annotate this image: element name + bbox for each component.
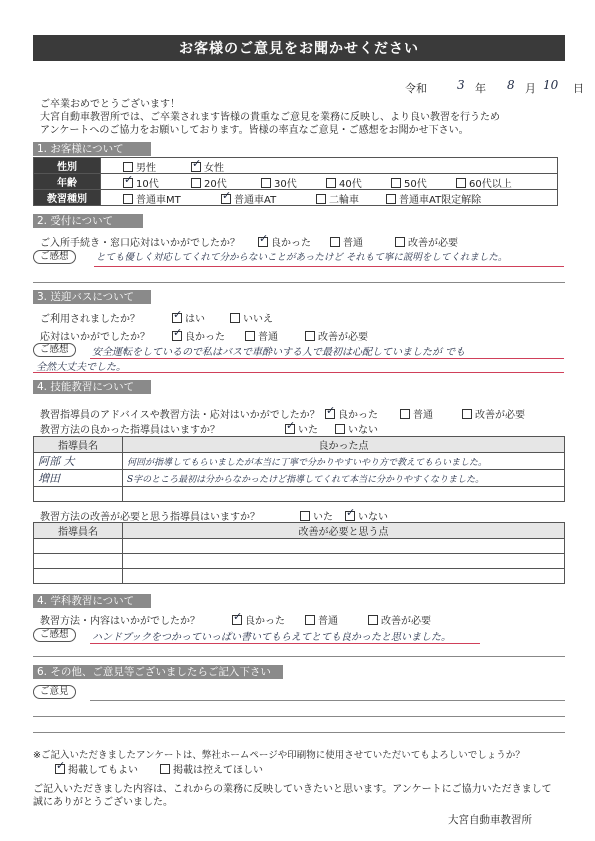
option-age-40[interactable] xyxy=(326,175,362,190)
empty-cell[interactable] xyxy=(123,539,565,554)
checkbox-icon[interactable] xyxy=(326,178,336,188)
s3-q1-yes[interactable] xyxy=(172,310,205,325)
checkbox-icon[interactable] xyxy=(261,178,271,188)
col-good-points: 良かった点 xyxy=(123,437,565,453)
age-60-label: 60代以上 xyxy=(469,179,512,190)
empty-cell[interactable] xyxy=(123,487,565,502)
s2-opt-good[interactable] xyxy=(258,234,311,249)
s3-q1-no-label: いいえ xyxy=(243,314,273,325)
section-2-heading: 2. 受付について xyxy=(33,214,143,228)
s3-q2-normal-label: 普通 xyxy=(258,332,278,343)
s5-underline xyxy=(90,643,480,644)
s4-q1: 教習指導員のアドバイスや教習方法・応対はいかがでしたか？ xyxy=(40,410,320,421)
table-row xyxy=(34,487,565,502)
s4-q1-improve[interactable] xyxy=(462,406,525,421)
option-at[interactable] xyxy=(221,191,276,206)
age-10-label: 10代 xyxy=(136,179,159,190)
section-1-heading: 1. お客様について xyxy=(33,142,151,156)
consent-yes[interactable] xyxy=(55,761,138,776)
table-row xyxy=(34,470,565,487)
s2-comment-tag: ご感想 xyxy=(33,250,76,264)
checkbox-icon[interactable] xyxy=(191,178,201,188)
age-40-label: 40代 xyxy=(339,179,362,190)
s4-q3-yes[interactable] xyxy=(300,508,333,523)
s2-underline xyxy=(94,266,564,267)
checkbox-icon[interactable] xyxy=(330,237,340,247)
option-male[interactable] xyxy=(123,159,156,174)
section-3-heading: 3. 送迎バスについて xyxy=(33,290,151,304)
s3-comment-line2[interactable]: 全然大丈夫でした。 xyxy=(36,362,126,373)
option-age-30[interactable] xyxy=(261,175,297,190)
s4-q1-normal-label: 普通 xyxy=(413,410,433,421)
table-row xyxy=(34,453,565,470)
s4-q3-yes-label: いた xyxy=(313,512,333,523)
checkbox-icon[interactable] xyxy=(395,237,405,247)
option-female-label: 女性 xyxy=(204,163,224,174)
checkbox-checked-icon[interactable] xyxy=(325,409,335,419)
col-improve-points: 改善が必要と思う点 xyxy=(123,523,565,539)
checkbox-icon[interactable] xyxy=(245,331,255,341)
course-options xyxy=(101,190,558,206)
good-point-text[interactable]: 何回が指導してもらいましたが本当に丁寧で分かりやすいやり方で教えてもらいました。 xyxy=(123,453,565,470)
s3-underline-2 xyxy=(33,372,564,373)
customer-info-table xyxy=(33,157,558,206)
date-month-unit: 月 xyxy=(525,82,536,95)
checkbox-checked-icon[interactable] xyxy=(172,331,182,341)
consent-no[interactable] xyxy=(160,761,263,776)
empty-cell[interactable] xyxy=(123,569,565,584)
course-mt-label: 普通車MT xyxy=(136,195,181,206)
good-instructor-table xyxy=(33,436,565,502)
intro-line3: アンケートへのご協力をお願いしております。皆様の率直なご意見・ご感想をお聞かせ下さい。 xyxy=(40,125,469,136)
s6-opinion-tag: ご意見 xyxy=(33,685,76,699)
gender-options xyxy=(101,158,558,174)
checkbox-icon[interactable] xyxy=(123,162,133,172)
s4-q2-yes[interactable] xyxy=(285,421,318,436)
consent-yes-label: 掲載してもよい xyxy=(68,765,138,776)
empty-cell[interactable] xyxy=(34,569,123,584)
option-male-label: 男性 xyxy=(136,163,156,174)
s4-q3-no-label: いない xyxy=(358,512,388,523)
s3-comment-tag: ご感想 xyxy=(33,343,76,357)
age-30-label: 30代 xyxy=(274,179,297,190)
s5-question: 教習方法・内容はいかがでしたか？ xyxy=(40,616,200,627)
checkbox-checked-icon[interactable] xyxy=(345,511,355,521)
option-age-60[interactable] xyxy=(456,175,512,190)
footer-line1: ご記入いただきました内容は、これからの業務に反映していきたいと思います。アンケートにご協力いただきまして xyxy=(33,784,552,795)
checkbox-icon[interactable] xyxy=(456,178,466,188)
footer-message xyxy=(33,783,552,809)
company-name: 大宮自動車教習所 xyxy=(448,814,532,826)
section-5-heading: 4. 学科教習について xyxy=(33,594,151,608)
section-4-heading: 4. 技能教習について xyxy=(33,380,151,394)
s4-q2-yes-label: いた xyxy=(298,425,318,436)
checkbox-checked-icon[interactable] xyxy=(55,764,65,774)
s6-rule-3[interactable] xyxy=(33,732,565,733)
intro-line2: 大宮自動車教習所では、ご卒業されます皆様の貴重なご意見を業務に反映し、より良い教習を行うため xyxy=(40,112,500,123)
s6-rule-1[interactable] xyxy=(90,700,565,701)
page-title: お客様のご意見をお聞かせください xyxy=(33,35,565,61)
s5-opt-improve[interactable] xyxy=(368,612,431,627)
s4-q1-improve-label: 改善が必要 xyxy=(475,410,525,421)
empty-cell[interactable] xyxy=(34,487,123,502)
checkbox-checked-icon[interactable] xyxy=(123,178,133,188)
s5-rule xyxy=(33,656,565,657)
s5-opt-good[interactable] xyxy=(232,612,285,627)
checkbox-icon[interactable] xyxy=(400,409,410,419)
table-row xyxy=(34,569,565,584)
s2-opt-good-label: 良かった xyxy=(271,238,311,249)
s3-q1: ご利用されましたか？ xyxy=(40,314,140,325)
checkbox-icon[interactable] xyxy=(386,194,396,204)
checkbox-icon[interactable] xyxy=(300,511,310,521)
checkbox-icon[interactable] xyxy=(368,615,378,625)
checkbox-icon[interactable] xyxy=(335,424,345,434)
s4-q1-good[interactable] xyxy=(325,406,378,421)
checkbox-icon[interactable] xyxy=(462,409,472,419)
gender-label: 性別 xyxy=(34,158,101,174)
checkbox-checked-icon[interactable] xyxy=(232,615,242,625)
course-label: 教習種別 xyxy=(34,190,101,206)
s3-q1-yes-label: はい xyxy=(185,314,205,325)
option-female[interactable] xyxy=(191,159,224,174)
empty-cell[interactable] xyxy=(34,539,123,554)
s5-opt-good-label: 良かった xyxy=(245,616,285,627)
s2-opt-normal[interactable] xyxy=(330,234,363,249)
course-at-label: 普通車AT xyxy=(234,195,277,206)
course-at-limit-label: 普通車AT限定解除 xyxy=(399,195,482,206)
s4-q3: 教習方法の改善が必要と思う指導員はいますか？ xyxy=(40,512,260,523)
improve-instructor-table xyxy=(33,522,565,584)
date-era: 令和 xyxy=(405,82,427,95)
date-year-unit: 年 xyxy=(475,82,486,95)
s4-q2: 教習方法の良かった指導員はいますか？ xyxy=(40,425,220,436)
s3-q1-no[interactable] xyxy=(230,310,273,325)
checkbox-icon[interactable] xyxy=(160,764,170,774)
checkbox-checked-icon[interactable] xyxy=(191,162,201,172)
empty-cell[interactable] xyxy=(123,554,565,569)
col-instructor-name-2: 指導員名 xyxy=(34,523,123,539)
s4-q2-no-label: いない xyxy=(348,425,378,436)
s4-q2-no[interactable] xyxy=(335,421,378,436)
date-month: 8 xyxy=(507,78,515,92)
section-6-heading: 6. その他、ご意見等ございましたらご記入下さい xyxy=(33,665,283,679)
checkbox-icon[interactable] xyxy=(305,615,315,625)
s4-q3-no[interactable] xyxy=(345,508,388,523)
checkbox-icon[interactable] xyxy=(391,178,401,188)
s3-q2: 応対はいかがでしたか？ xyxy=(40,332,150,343)
checkbox-checked-icon[interactable] xyxy=(285,424,295,434)
col-instructor-name: 指導員名 xyxy=(34,437,123,453)
s5-opt-normal-label: 普通 xyxy=(318,616,338,627)
checkbox-icon[interactable] xyxy=(123,194,133,204)
age-20-label: 20代 xyxy=(204,179,227,190)
s3-q2-normal[interactable] xyxy=(245,328,278,343)
s2-opt-improve[interactable] xyxy=(395,234,458,249)
s2-question: ご入所手続き・窓口応対はいかがでしたか？ xyxy=(40,238,240,249)
date-day: 10 xyxy=(543,78,559,92)
age-label: 年齢 xyxy=(34,174,101,190)
checkbox-icon[interactable] xyxy=(316,194,326,204)
s3-q2-improve-label: 改善が必要 xyxy=(318,332,368,343)
intro xyxy=(40,98,570,137)
s3-q2-good[interactable] xyxy=(172,328,225,343)
s2-opt-improve-label: 改善が必要 xyxy=(408,238,458,249)
table-row xyxy=(34,539,565,554)
option-age-10[interactable] xyxy=(123,175,159,190)
option-age-20[interactable] xyxy=(191,175,227,190)
date-year: 3 xyxy=(457,78,465,92)
course-bike-label: 二輪車 xyxy=(329,195,359,206)
s3-comment-line1[interactable]: 安全運転をしているので私はバスで車酔いする人で最初は心配していましたが でも xyxy=(92,347,466,358)
option-age-50[interactable] xyxy=(391,175,427,190)
s3-underline-1 xyxy=(90,358,564,359)
s2-opt-normal-label: 普通 xyxy=(343,238,363,249)
consent-question: ※ご記入いただきましたアンケートは、弊社ホームページや印刷物に使用させていただいてもよろしいでしょうか？ xyxy=(33,750,525,761)
checkbox-checked-icon[interactable] xyxy=(221,194,231,204)
date-day-unit: 日 xyxy=(573,82,584,95)
s5-opt-normal[interactable] xyxy=(305,612,338,627)
option-mt[interactable] xyxy=(123,191,181,206)
checkbox-icon[interactable] xyxy=(230,313,240,323)
s5-comment-tag: ご感想 xyxy=(33,628,76,642)
consent-no-label: 掲載は控えてほしい xyxy=(173,765,263,776)
s6-rule-2[interactable] xyxy=(33,716,565,717)
s3-q2-improve[interactable] xyxy=(305,328,368,343)
s2-rule xyxy=(33,282,565,283)
footer-line2: 誠にありがとうございました。 xyxy=(33,797,173,808)
instructor-name[interactable]: 増田 xyxy=(34,470,123,487)
s5-comment[interactable]: ハンドブックをつかっていっぱい書いてもらえてとても良かったと思いました。 xyxy=(92,632,451,643)
s5-opt-improve-label: 改善が必要 xyxy=(381,616,431,627)
instructor-name[interactable]: 阿部 大 xyxy=(34,453,123,470)
option-at-limit[interactable] xyxy=(386,191,481,206)
age-50-label: 50代 xyxy=(404,179,427,190)
intro-line1: ご卒業おめでとうございます！ xyxy=(40,99,180,110)
s4-q1-normal[interactable] xyxy=(400,406,433,421)
s2-comment[interactable]: とても優しく対応してくれて分からないことがあったけど それもて寧に説明をしてくれました。 xyxy=(96,252,508,263)
option-bike[interactable] xyxy=(316,191,359,206)
s3-q2-good-label: 良かった xyxy=(185,332,225,343)
s4-q1-good-label: 良かった xyxy=(338,410,378,421)
checkbox-checked-icon[interactable] xyxy=(172,313,182,323)
empty-cell[interactable] xyxy=(34,554,123,569)
age-options xyxy=(101,174,558,190)
checkbox-icon[interactable] xyxy=(305,331,315,341)
checkbox-checked-icon[interactable] xyxy=(258,237,268,247)
table-row xyxy=(34,554,565,569)
good-point-text[interactable]: S字のところ最初は分からなかったけど指導してくれて本当に分かりやすくなりました。 xyxy=(123,470,565,487)
